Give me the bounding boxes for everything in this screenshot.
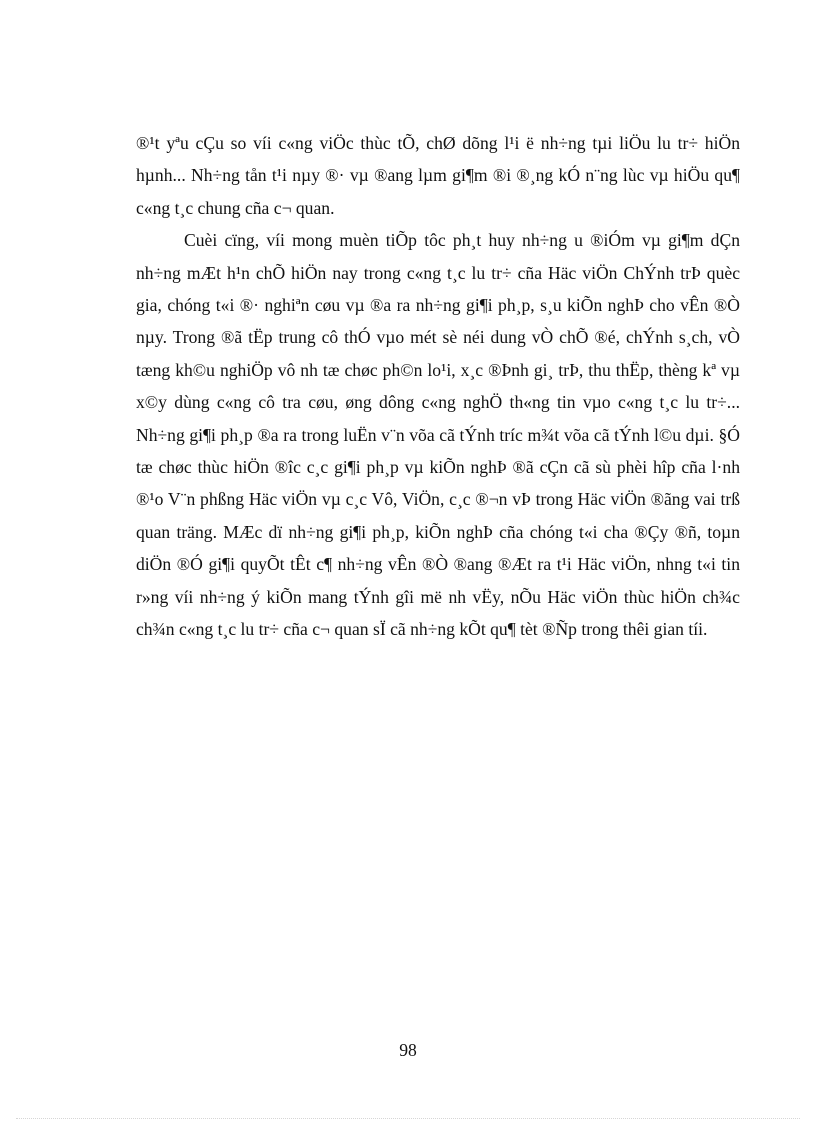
page-number: 98: [399, 1040, 417, 1060]
body-text: [136, 127, 740, 646]
paragraph-1: ®¹t yªu cÇu so víi c«ng viÖc thùc tÕ, chØ dõng l¹i ë nh÷ng tµi liÖu lu tr÷ hiÖn hµnh... Nh÷ng tån t¹i nµy ®· vµ ®ang lµm gi¶m ®i ®¸ng kÓ n¨ng lùc vµ hiÖu qu¶ c«ng t¸c chung cña c¬ quan.: [136, 133, 740, 218]
page-bottom-border: [16, 1118, 800, 1119]
paragraph-2: Cuèi cïng, víi mong muèn tiÕp tôc ph¸t huy nh÷ng u ®iÓm vµ gi¶m dÇn nh÷ng mÆt h¹n chÕ hiÖn nay trong c«ng t¸c lu tr÷ cña Häc viÖn ChÝnh trÞ quèc gia, chóng t«i ®· nghiªn cøu vµ ®a ra nh÷ng gi¶i ph¸p, s¸u kiÕn nghÞ cho vÊn ®Ò nµy. Trong ®ã tËp trung cô thÓ vµo mét sè néi dung vÒ chÕ ®é, chÝnh s¸ch, vÒ tæng kh©u nghiÖp vô nh tæ chøc ph©n lo¹i, x¸c ®Þnh gi¸ trÞ, thu thËp, thèng kª vµ x©y dùng c«ng cô tra cøu, øng dông c«ng nghÖ th«ng tin vµo c«ng t¸c lu tr÷... Nh÷ng gi¶i ph¸p ®a ra trong luËn v¨n võa cã tÝnh tríc m¾t võa cã tÝnh l©u dµi. §Ó tæ chøc thùc hiÖn ®îc c¸c gi¶i ph¸p vµ kiÕn nghÞ ®ã cÇn cã sù phèi hîp cña l·nh ®¹o V¨n phßng Häc viÖn vµ c¸c Vô, ViÖn, c¸c ®¬n vÞ trong Häc viÖn ®ãng vai trß quan träng. MÆc dï nh÷ng gi¶i ph¸p, kiÕn nghÞ cña chóng t«i cha ®Çy ®ñ, toµn diÖn ®Ó gi¶i quyÕt tÊt c¶ nh÷ng vÊn ®Ò ®ang ®Æt ra t¹i Häc viÖn, nhng t«i tin r»ng víi nh÷ng ý kiÕn mang tÝnh gîi më nh vËy, nÕu Häc viÖn thùc hiÖn ch¾c ch¾n c«ng t¸c lu tr÷ cña c¬ quan sÏ cã nh÷ng kÕt qu¶ tèt ®Ñp trong thêi gian tíi.: [136, 230, 740, 640]
